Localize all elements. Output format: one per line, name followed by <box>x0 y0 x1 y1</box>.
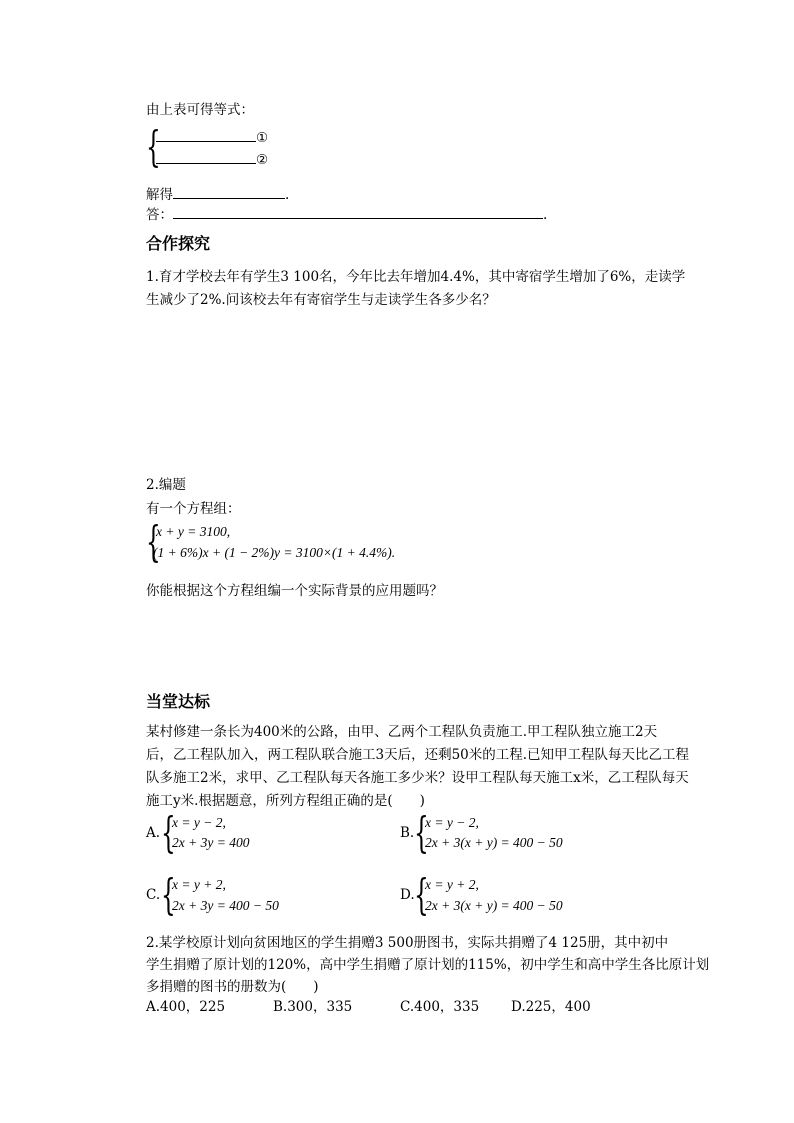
p1-line4: 施工y米.根据题意，所列方程组正确的是( ) <box>146 793 425 809</box>
p2-choice-a: A.400，225 <box>146 999 226 1015</box>
option-d-equation-2: 2x + 3(x + y) = 400 − 50 <box>425 898 563 913</box>
q2-equation-2: (1 + 6%)x + (1 − 2%)y = 3100×(1 + 4.4%). <box>153 545 396 560</box>
p2-line2: 学生捐赠了原计划的120%，高中学生捐赠了原计划的115%，初中学生和高中学生各比原计划 <box>146 957 710 973</box>
equation-intro: 由上表可得等式： <box>146 102 254 118</box>
solve-line[interactable] <box>146 183 289 203</box>
p2-line3: 多捐赠的图书的册数为( ) <box>146 979 319 995</box>
answer-label: 答： <box>146 207 173 223</box>
heading-quiz: 当堂达标 <box>146 692 211 711</box>
option-b-equation-1: x = y − 2, <box>425 815 479 830</box>
p2-line1: 2.某学校原计划向贫困地区的学生捐赠3 500册图书，实际共捐赠了4 125册，其中初中 <box>146 935 669 951</box>
q1-line2: 生减少了2%.问该校去年有寄宿学生与走读学生各多少名？ <box>146 292 496 308</box>
p2-choice-d: D.225，400 <box>511 999 591 1015</box>
option-d-brace: { <box>414 870 429 919</box>
option-a-equation-1: x = y − 2, <box>172 815 226 830</box>
option-a-brace: { <box>161 808 176 857</box>
brace-q2-system: { <box>146 517 161 566</box>
p2-choice-c: C.400，335 <box>400 999 480 1015</box>
p1-line2: 后，乙工程队加入，两工程队联合施工3天后，还剩50米的工程.已知甲工程队每天比乙工程 <box>146 747 690 763</box>
p1-line3: 队多施工2米，求甲、乙工程队每天各施工多少米？设甲工程队每天施工x米，乙工程队每天 <box>146 770 689 786</box>
equation-blank-1[interactable] <box>156 127 268 146</box>
solve-end: . <box>285 187 290 203</box>
option-a-equation-2: 2x + 3y = 400 <box>172 835 250 850</box>
answer-end: . <box>543 207 548 223</box>
option-c-equation-1: x = y + 2, <box>172 877 226 892</box>
q2-question: 你能根据这个方程组编一个实际背景的应用题吗？ <box>146 583 443 599</box>
option-b-brace: { <box>414 808 429 857</box>
option-d-equation-1: x = y + 2, <box>425 877 479 892</box>
equation-mark-1: ① <box>256 130 269 146</box>
equation-mark-2: ② <box>256 152 269 168</box>
option-a-label: A. <box>146 825 161 841</box>
heading-cooperate: 合作探究 <box>146 234 211 253</box>
option-c-label: C. <box>146 887 161 903</box>
q1-line1: 1.育才学校去年有学生3 100名，今年比去年增加4.4%，其中寄宿学生增加了6%，走读学 <box>146 269 686 285</box>
option-c-equation-2: 2x + 3y = 400 − 50 <box>172 898 279 913</box>
q2-intro: 有一个方程组： <box>146 501 241 517</box>
solve-label: 解得 <box>146 187 173 203</box>
option-b-equation-2: 2x + 3(x + y) = 400 − 50 <box>425 835 563 850</box>
option-b-label: B. <box>400 825 415 841</box>
equation-blank-2[interactable] <box>156 149 268 168</box>
answer-line[interactable] <box>146 203 547 223</box>
option-c-brace: { <box>161 870 176 919</box>
brace-eq-system: { <box>146 122 161 171</box>
p2-choice-b: B.300，335 <box>273 999 353 1015</box>
q2-title: 2.编题 <box>146 477 186 493</box>
p1-line1: 某村修建一条长为400米的公路，由甲、乙两个工程队负责施工.甲工程队独立施工2天 <box>146 724 658 740</box>
option-d-label: D. <box>400 887 415 903</box>
q2-equation-1: x + y = 3100, <box>156 524 231 539</box>
